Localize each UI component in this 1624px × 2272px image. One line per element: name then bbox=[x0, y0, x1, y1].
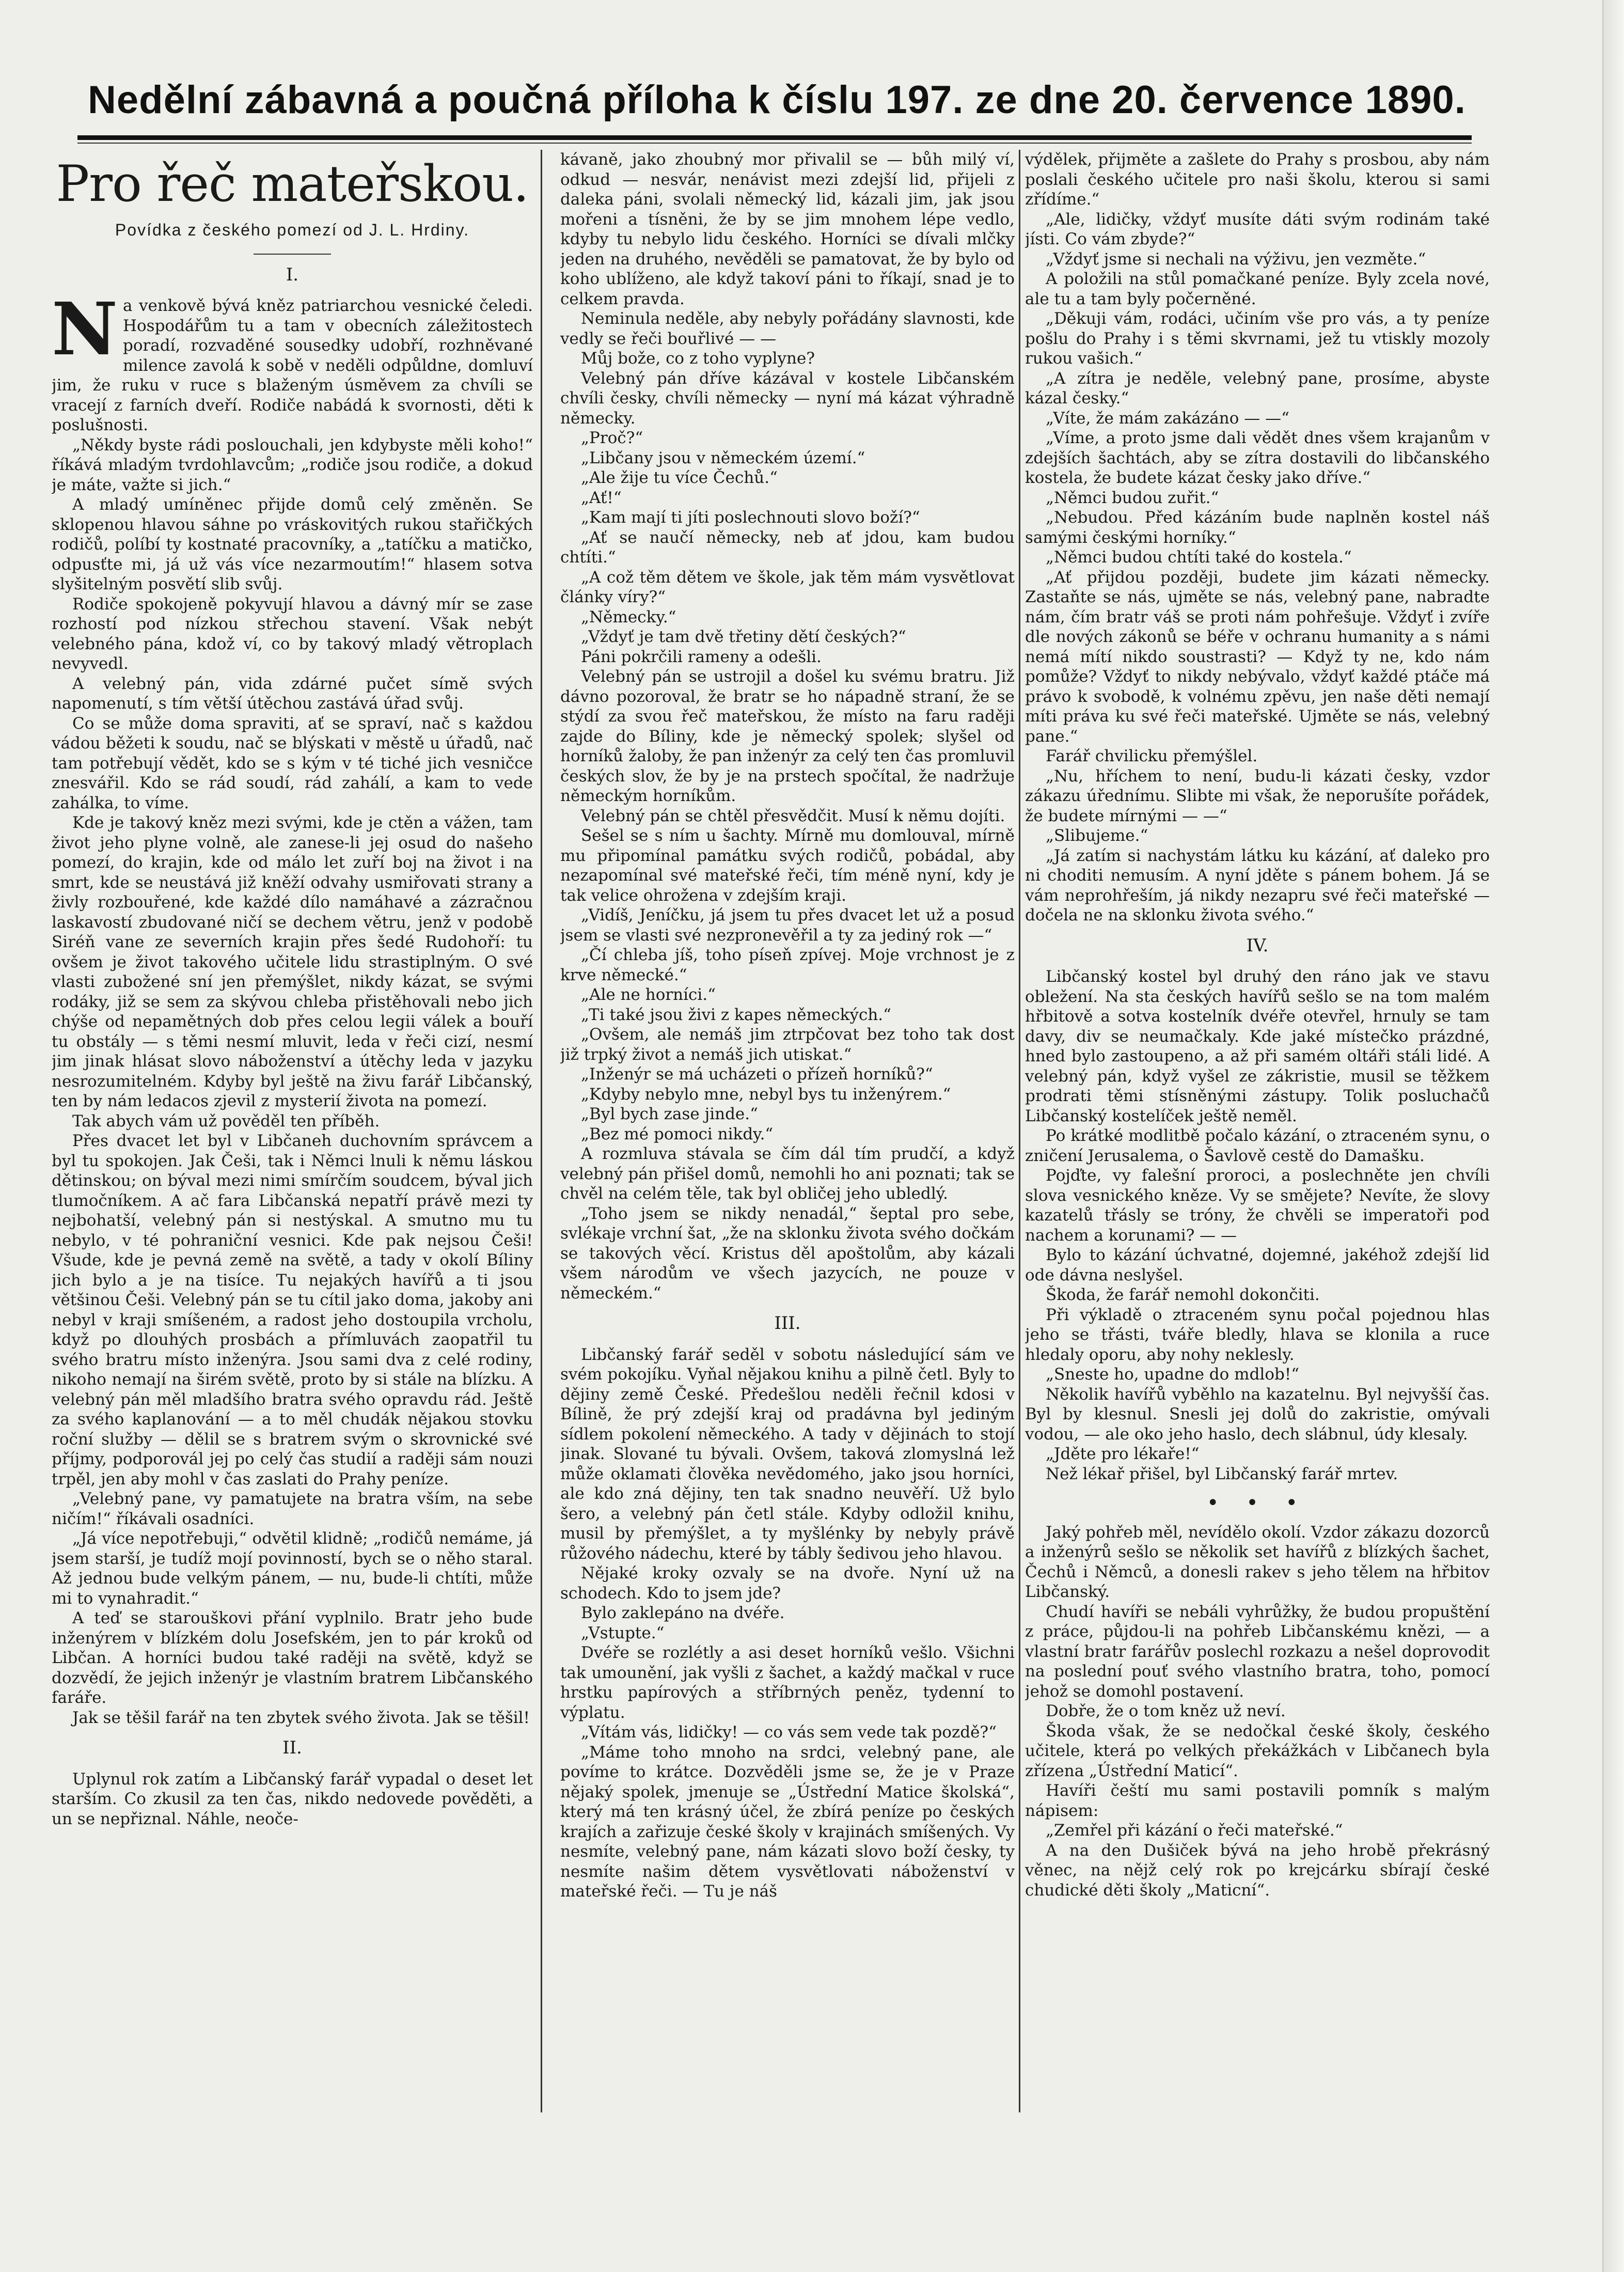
paragraph: Škoda však, že se nedočkal české školy, českého učitele, která po velkých překážkách v Libčanech byla zřízena „Ústřední Maticí“. bbox=[1025, 1721, 1490, 1780]
column-3 bbox=[1025, 150, 1490, 2112]
paragraph: Páni pokrčili rameny a odešli. bbox=[581, 647, 822, 666]
paragraph: Několik havířů vyběhlo na kazatelnu. Byl nejvyšší čas. Byl by klesnul. Snesli jej dolů do zakristie, omývali vodou, — ale oko jeho haslo, dech slábnul, údy klesaly. bbox=[1025, 1385, 1490, 1444]
drop-cap: N bbox=[52, 287, 118, 372]
column-1 bbox=[52, 150, 533, 2112]
paragraph: Co se může doma spraviti, ať se spraví, nač s každou vádou běžeti k soudu, nač se blýskati v městě u úřadů, nač tam potřebují vědět, kdo se s kým v té tiché jich vesničce znesvářil. Kdo se rád soudí, rád zahálí, a kam to vede zahálka, to víme. bbox=[52, 714, 533, 812]
dialogue-line: „Inženýr se má ucházeti o přízeň horníků?“ bbox=[581, 1065, 933, 1084]
paragraph: Můj bože, co z toho vyplyne? bbox=[581, 349, 815, 368]
dialogue-line: „Němci budou chtíti také do kostela.“ bbox=[1046, 548, 1352, 567]
paragraph: A na den Dušiček bývá na jeho hrobě překrásný věnec, na nějž celý rok po krejcárku sbírají české chudické děti školy „Maticní“. bbox=[1025, 1841, 1490, 1900]
dialogue-line: „Ale žije tu více Čechů.“ bbox=[581, 468, 778, 487]
dialogue-line: „Vždyť je tam dvě třetiny dětí českých?“ bbox=[581, 628, 906, 646]
paragraph: Na venkově bývá kněz patriarchou vesnické čeledi. Hospodářům tu a tam v obecních záležitostech poradí, rozvaděné sousedky udobří, rozhněvané milence zavolá k sobě v neděli odpůldne, domluví jim, že ruku v ruce s blaženým úsměvem za chvíli se vracejí z farních dveří. Rodiče nabádá k svornosti, děti k poslušnosti. bbox=[52, 287, 533, 434]
dialogue-line: „Vidíš, Jeníčku, já jsem tu přes dvacet let už a posud jsem se vlasti své nezpronevěřil a ty za jediný rok —“ bbox=[560, 906, 1015, 945]
section-heading: IV. bbox=[1246, 935, 1269, 956]
masthead-rule-thin bbox=[77, 143, 1472, 144]
dialogue-line: „Nu, hříchem to není, budu-li kázati česky, vzdor zákazu úřednímu. Slibte mi však, že neporušíte pořádek, že budete mírnými — —“ bbox=[1025, 766, 1490, 825]
page-edge bbox=[1602, 0, 1624, 2272]
paragraph: Bylo to kázání úchvatné, dojemné, jakéhož zdejší lid ode dávna neslyšel. bbox=[1025, 1246, 1490, 1284]
dialogue-line: „Vždyť jsme si nechali na výživu, jen vezměte.“ bbox=[1046, 249, 1426, 269]
paragraph: Farář chvilicku přemýšlel. bbox=[1046, 747, 1258, 765]
paragraph: A velebný pán, vida zdárné pučet símě svých napomenutí, s tím větší útěchou zastává úřad svůj. bbox=[52, 674, 533, 713]
dialogue-line: „Ale ne horníci.“ bbox=[581, 985, 716, 1004]
dialogue-line: „Slibujeme.“ bbox=[1046, 826, 1148, 845]
masthead: Nedělní zábavná a poučná příloha k číslu 197. ze dne 20. července 1890. bbox=[88, 78, 1466, 122]
dialogue-line: „Ať!“ bbox=[581, 488, 622, 507]
paragraph: Rodiče spokojeně pokyvují hlavou a dávný mír se zase rozhostí pod nízkou střechou stavení. Však nebýt velebného pána, kdož ví, co by takový mladý větroplach nevyvedl. bbox=[52, 594, 533, 673]
paragraph: „Někdy byste rádi poslouchali, jen kdybyste měli koho!“ říkává mladým tvrdohlavcům; „rodiče jsou rodiče, a dokud je máte, važte si jich.“ bbox=[52, 435, 533, 494]
paragraph: Sešel se s ním u šachty. Mírně mu domlouval, mírně mu připomínal památku svých rodičů, pobádal, aby nezapomínal své mateřské řeči, tím méně nyní, kdy je tak velice ohrožena v zdejším kraji. bbox=[560, 826, 1015, 905]
paragraph: A rozmluva stávala se čím dál tím prudčí, a když velebný pán přišel domů, nemohli ho ani poznati; tak se chvěl na celém těle, tak byl obličej jeho ubledlý. bbox=[560, 1145, 1015, 1203]
paragraph: Kde je takový kněz mezi svými, kde je ctěn a vážen, tam život jeho plyne volně, ale zanese-li jej osud do našeho pomezí, do krajin, kde od málo let zuří boj na život i na smrt, kde se neustává již kněží odvahy usmiřovati strany a živly rozbouřené, kde každé dílo namáhavé a zázračnou laskavostí zbudované ničí se dechem větru, jenž v podobě Siréň vane ze severních krajin přes šedé Rudohoří: tu ovšem je život takového učitele lidu strastiplným. O své vlasti zubožené sní jen přemýšlet, nikdy kázat, se svými rodáky, již se sem za skývou chleba přistěhovali nebo jich chýše od nepamětných dob přes celou legii válek a bouří tu obstály — s těmi nesmí mluvit, leda v řeči cizí, nesmí jim jinak hlásat slovo náboženství a útěchy leda v jazyku nesrozumitelném. Kdyby byl ještě na živu farář Libčanský, ten by nám ledacos zjevil z mysterií života na pomezí. bbox=[52, 813, 533, 1110]
section-heading: II. bbox=[282, 1737, 302, 1758]
dialogue-line: „Bez mé pomoci nikdy.“ bbox=[581, 1124, 774, 1143]
dialogue-line: „A zítra je neděle, velebný pane, prosíme, abyste kázal česky.“ bbox=[1025, 369, 1490, 408]
paragraph: Chudí havíři se nebáli vyhrůžky, že budou propuštění z práce, půjdou-li na pohřeb Libčanskému knězi, — a vlastní bratr farářův poslechl rozkazu a nešel doprovodit na poslední pouť svého vlastního bratra, toho, pomocí jehož se domohl postavení. bbox=[1025, 1602, 1490, 1701]
dialogue-line: „Vstupte.“ bbox=[581, 1623, 665, 1642]
paragraph: Havíři čeští mu sami postavili pomník s malým nápisem: bbox=[1025, 1781, 1490, 1820]
paragraph: Po krátké modlitbě počalo kázání, o ztraceném synu, o zničení Jerusalema, o Šavlově cestě do Damašku. bbox=[1025, 1126, 1490, 1165]
paragraph: Uplynul rok zatím a Libčanský farář vypadal o deset let starším. Co zkusil za ten čas, nikdo nedovede pověděti, a un se nepřiznal. Náhle, neoče- bbox=[52, 1769, 533, 1828]
paragraph: „Já více nepotřebuji,“ odvětil klidně; „rodičů nemáme, já jsem starší, je tudíž mojí povinností, bych se o něho staral. Až jednou bude velkým pánem, — nu, bude-li chtíti, může mi to vynahradit.“ bbox=[52, 1529, 533, 1608]
paragraph: Neminula neděle, aby nebyly pořádány slavnosti, kde vedly se řeči bouřlivé — — bbox=[560, 309, 1015, 348]
section-ornament: • • • bbox=[1206, 1491, 1308, 1515]
paragraph: Bylo zaklepáno na dvéře. bbox=[581, 1604, 785, 1622]
paragraph: A mladý umíněnec přijde domů celý změněn. Se sklopenou hlavou sáhne po vráskovitých rukou stařičkých rodičů, políbí ty kostnaté pracovníky, a „tatíčku a matičko, odpusťte mi, já už vás více nezarmoutím!“ hlasem sotva slyšitelným posvětí slib svůj. bbox=[52, 495, 533, 593]
dialogue-line: „Sneste ho, upadne do mdlob!“ bbox=[1046, 1365, 1300, 1384]
paragraph: Než lékař přišel, byl Libčanský farář mrtev. bbox=[1046, 1464, 1398, 1483]
section-heading: I. bbox=[286, 264, 299, 285]
article-subtitle: Povídka z českého pomezí od J. L. Hrdiny. bbox=[115, 221, 470, 239]
dialogue-line: „Víte, že mám zakázáno — —“ bbox=[1046, 409, 1289, 428]
dialogue-line: „Jděte pro lékaře!“ bbox=[1046, 1445, 1200, 1463]
paragraph: Pojďte, vy falešní proroci, a poslechněte jen chvíli slova vesnického kněze. Vy se smějete? Nevíte, že slovy kazatelů třásly se tróny, že chvěli se imperatoři pod nachem a korunami? — — bbox=[1025, 1166, 1490, 1245]
paragraph: Tak abych vám už pověděl ten příběh. bbox=[72, 1111, 380, 1131]
paragraph: výdělek, přijměte a zašlete do Prahy s prosbou, aby nám poslali českého učitele pro naši školu, kterou si sami zřídíme.“ bbox=[1025, 150, 1490, 209]
paragraph: „Toho jsem se nikdy nenadál,“ šeptal pro sebe, svlékaje vrchní šat, „že na sklonku života svého dočkám se takových věcí. Kristus děl apoštolům, aby kázali všem národům ve všech jazycích, ne pouze v německém.“ bbox=[560, 1204, 1015, 1303]
paragraph: Škoda, že farář nemohl dokončiti. bbox=[1046, 1286, 1320, 1304]
dialogue-line: „Máme toho mnoho na srdci, velebný pane, ale povíme to krátce. Dozvěděli jsme se, že je v Praze nějaký spolek, jmenuje se „Ústřední Matice školská“, který má ten krásný účel, že zbírá peníze po českých krajích a zařizuje české školy v krajinách smíšených. Vy nesmíte, velebný pane, nám kázati slovo boží česky, ty nesmíte našim dětem vysvětlovati náboženství v mateřské řeči. — Tu je náš bbox=[560, 1743, 1015, 1901]
column-rule bbox=[541, 150, 542, 2112]
dialogue-line: „Kdyby nebylo mne, nebyl bys tu inženýrem.“ bbox=[581, 1085, 951, 1104]
dialogue-line: „Vítám vás, lidičky! — co vás sem vede tak pozdě?“ bbox=[581, 1723, 997, 1742]
paragraph: A položili na stůl pomačkané peníze. Byly zcela nové, ale tu a tam byly počerněné. bbox=[1025, 270, 1490, 308]
paragraph: Velebný pán se ustrojil a došel ku svému bratru. Již dávno pozoroval, že bratr se ho nápadně straní, že se stýdí za svou řeč mateřskou, že místo na faru raději zajde do Bíliny, kde je německý spolek; slyšel od horníků žaloby, že pan inženýr za celý ten čas promluvil českých slov, že by je na prstech spočítal, že nadržuje německým horníkům. bbox=[560, 667, 1015, 805]
paragraph: Přes dvacet let byl v Libčaneh duchovním správcem a byl tu spokojen. Jak Češi, tak i Němci lnuli k němu láskou dětinskou; on býval mezi nimi smírčím soudcem, býval jich tlumočníkem. A ač fara Libčanská nepatří právě mezi ty nejbohatší, velebný pán si nestýskal. A smutno mu tu nebylo, v té pohraniční vesnici. Kde pak nejsou Češi! Všude, kde je pevná země na světě, a tady v okolí Bíliny jich bylo a je na tisíce. Tu nejakých havířů a ti jsou většinou Češi. Velebný pán se tu cítil jako doma, jakoby ani nebyl v kraji smíšeném, a radost jeho dostoupila vrcholu, když po dlouhých prosbách a přímluvách zaopatřil tu svého bratru místo inženýra. Jsou sami dva z celé rodiny, nikoho nemají na širém světě, proto by si stále na blízku. A velebný pán měl mladšího bratra svého opravdu rád. Ještě za svého kaplanování — a to měl chudák nějakou stovku roční služby — dělil se s bratrem svým o skrovnické své příjmy, podporovál jej po celý čas studií a raději sám nouzi trpěl, jen aby mohl v čas zaslati do Prahy peníze. bbox=[52, 1132, 533, 1488]
paragraph: Libčanský farář seděl v sobotu následující sám ve svém pokojíku. Vyňal nějakou knihu a pilně četl. Byly to dějiny země České. Předešlou neděli řečnil kdosi v Bílině, že prý zdejší kraj od pradávna byl jediným sídlem pokolení německého. A tady v dějinách to stojí jinak. Slované tu bývali. Ovšem, taková zlomyslná lež může oklamati člověka nevědomého, jako jsou horníci, ale kdo zná dějiny, ten tak snadno neuvěří. Už bylo šero, a velebný pán četl stále. Kdyby odložil knihu, musil by přemýšlet, a ty myšlénky by nebyly právě růžového nádechu, které by tábly šedivou jeho hlavou. bbox=[560, 1345, 1015, 1563]
dialogue-line: „Libčany jsou v německém území.“ bbox=[581, 448, 865, 467]
dialogue-line: „A což těm dětem ve škole, jak těm mám vysvětlovat články víry?“ bbox=[560, 568, 1015, 606]
article-title: Pro řeč mateřskou. bbox=[56, 155, 529, 213]
dialogue-line: „Já zatím si nachystám látku ku kázání, ať daleko pro ni choditi nemusím. A nyní jděte s pánem bohem. Já se vám neprohřeším, já nikdy nezapru své řeči mateřské — dočela ne na sklonku života svého.“ bbox=[1025, 846, 1490, 925]
dialogue-line: „Ať přijdou později, budete jim kázati německy. Zastaňte se nás, ujměte se nás, velebný pane, nabradte nám, čím bratr váš se proti nám pohřešuje. Vždyť i zvíře dle nových zákonů se béře v ochranu humanity a s námi nemá mítí nikdo soustrasti? — Když ty ne, kdo nám pomůže? Vždyť to nikdy nebývalo, vždyť každé ptáče má právo k svobodě, k volnému zpěvu, jen naše děti nemají míti práva ku své řeči mateřské. Ujměte se nás, velebný pane.“ bbox=[1025, 568, 1490, 746]
paragraph: Dobře, že o tom kněz už neví. bbox=[1046, 1702, 1286, 1720]
section-heading: III. bbox=[774, 1313, 801, 1334]
paragraph: Libčanský kostel byl druhý den ráno jak ve stavu obležení. Na sta českých havířů sešlo se na tom malém hřbitově a sotva kostelník dvéře otevřel, hrnuly se tam davy, div se neumačkaly. Kde jaké místečko prázdné, hned bylo zastoupeno, a až při samém oltáři stáli lidé. A velebný pán, když vyšel ze zákristie, musil se těžkem prodrati těmi stísněnými zástupy. Tolik posluchačů Libčanský kostelíček ještě neměl. bbox=[1025, 967, 1490, 1125]
dialogue-line: „Ti také jsou živi z kapes německých.“ bbox=[581, 1005, 892, 1024]
dialogue-line: „Němci budou zuřit.“ bbox=[1046, 488, 1219, 507]
paragraph: A teď se starouškovi přání vyplnilo. Bratr jeho bude inženýrem v blízkém dolu Josefském, jen to pár kroků od Libčan. A horníci budou také raději na světě, když se dozvědí, že jejich inženýr je vlastním bratrem Libčanského faráře. bbox=[52, 1609, 533, 1707]
paragraph: „Velebný pane, vy pamatujete na bratra vším, na sebe ničím!“ říkávali osadníci. bbox=[52, 1490, 533, 1528]
epitaph: „Zemřel při kázání o řeči mateřské.“ bbox=[1046, 1821, 1343, 1840]
paragraph: Jaký pohřeb měl, nevídělo okolí. Vzdor zákazu dozorců a inženýrů sešlo se několik set havířů z blízkých šachet, Čechů i Němců, a donesli rakev s jeho tělem na hřbitov Libčanský. bbox=[1025, 1523, 1490, 1601]
dialogue-line: „Ovšem, ale nemáš jim ztrpčovat bez toho tak dost již trpký život a nemáš jich utiskat.“ bbox=[560, 1025, 1015, 1064]
divider bbox=[254, 254, 331, 255]
column-2 bbox=[560, 150, 1015, 2112]
dialogue-line: „Ale, lidičky, vždyť musíte dáti svým rodinám také jísti. Co vám zbyde?“ bbox=[1025, 210, 1490, 248]
dialogue-line: „Proč?“ bbox=[581, 429, 643, 447]
column-rule bbox=[1019, 150, 1020, 2112]
paragraph: kávaně, jako zhoubný mor přivalil se — bůh milý ví, odkud — nesvár, nenávist mezi zdejší lid, přijeli z daleka páni, svolali německý lid, kázali jim, jak jsou mořeni a tísněni, že by se jim mnohem lépe vedlo, kdyby tu nebylo lidu českého. Horníci se dívali mlčky jeden na druhého, nevěděli se pamatovat, že by bylo od koho ublíženo, ale když takoví páni to říkají, snad je to celkem pravda. bbox=[560, 150, 1015, 308]
paragraph: Nějaké kroky ozvaly se na dvoře. Nyní už na schodech. Kdo to jsem jde? bbox=[560, 1564, 1015, 1603]
dialogue-line: „Byl bych zase jinde.“ bbox=[581, 1105, 758, 1123]
masthead-rule bbox=[77, 135, 1472, 140]
paragraph: Jak se těšil farář na ten zbytek svého života. Jak se těšil! bbox=[72, 1708, 530, 1727]
paragraph: Velebný pán dříve kázával v kostele Libčanském chvíli česky, chvíli německy — nyní má kázat výhradně německy. bbox=[560, 369, 1015, 428]
dialogue-line: „Děkuji vám, rodáci, učiním vše pro vás, a ty peníze pošlu do Prahy i s těmi skvrnami, jež tu vtiskly mozoly rukou vašich.“ bbox=[1025, 309, 1490, 368]
paragraph: Velebný pán se chtěl přesvědčit. Musí k němu dojíti. bbox=[581, 806, 1005, 825]
dialogue-line: „Nebudou. Před kázáním bude naplněn kostel náš samými českými horníky.“ bbox=[1025, 508, 1490, 547]
paragraph: Dvéře se rozlétly a asi deset horníků vešlo. Všichni tak umounění, jak vyšli z šachet, a každý mačkal v ruce hrstku papírových a stříbrných peněz, tydenní to výplatu. bbox=[560, 1643, 1015, 1722]
paragraph: Při výkladě o ztraceném synu počal pojednou hlas jeho se třásti, tváře bledly, hlava se klonila a ruce hledaly oporu, aby nohy neklesly. bbox=[1025, 1305, 1490, 1364]
dialogue-line: „Ať se naučí německy, neb ať jdou, kam budou chtíti.“ bbox=[560, 528, 1015, 567]
dialogue-line: „Německy.“ bbox=[581, 607, 676, 626]
dialogue-line: „Čí chleba jíš, toho píseň zpívej. Moje vrchnost je z krve německé.“ bbox=[560, 946, 1015, 984]
dialogue-line: „Víme, a proto jsme dali vědět dnes všem krajanům v zdejších šachtách, aby se zítra dostavili do libčanského kostela, že budete kázat česky jako dříve.“ bbox=[1025, 429, 1490, 487]
dialogue-line: „Kam mají ti jíti poslechnouti slovo boží?“ bbox=[581, 508, 920, 527]
